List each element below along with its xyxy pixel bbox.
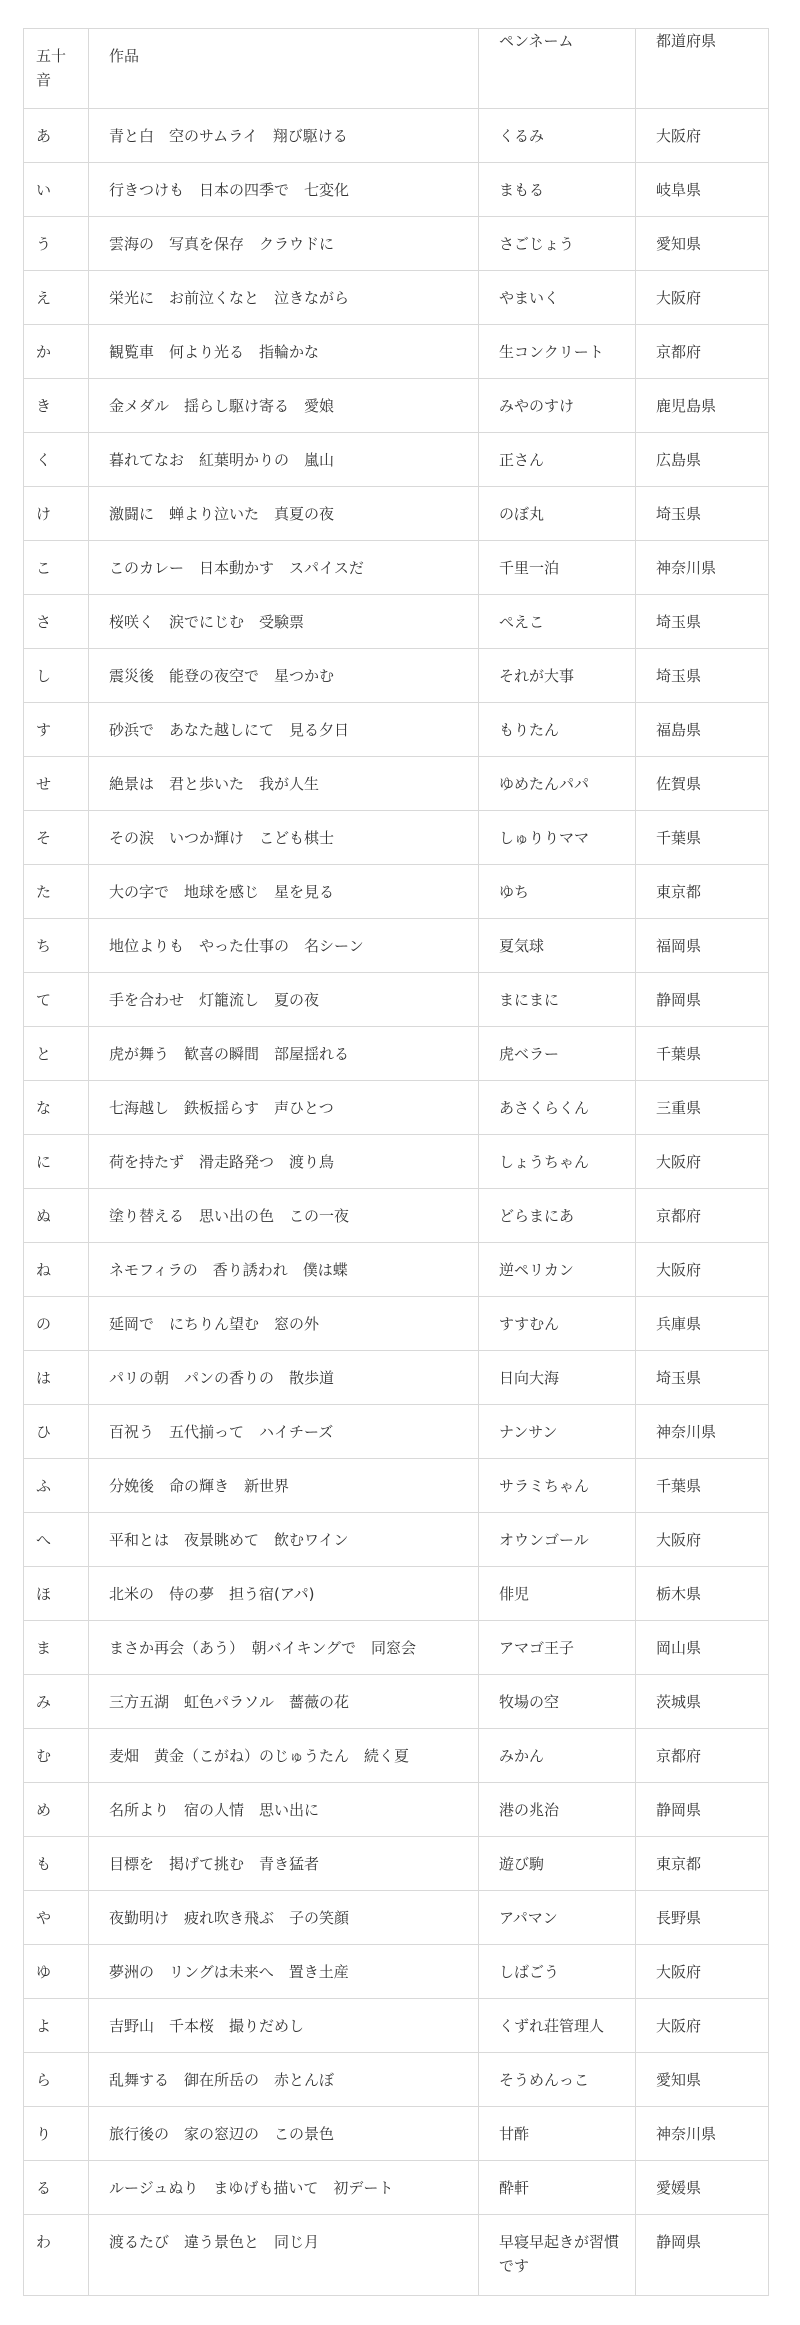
cell-kana: な [24,1081,89,1135]
table-row [24,541,769,595]
cell-penname: ナンサン [479,1405,636,1459]
table-row [24,2215,769,2296]
cell-work: 北米の 侍の夢 担う宿(アパ) [89,1567,479,1621]
table-row [24,1027,769,1081]
cell-prefecture: 千葉県 [636,1027,769,1081]
cell-kana: け [24,487,89,541]
cell-prefecture: 埼玉県 [636,1351,769,1405]
cell-penname: もりたん [479,703,636,757]
cell-work: 震災後 能登の夜空で 星つかむ [89,649,479,703]
cell-prefecture: 京都府 [636,325,769,379]
cell-penname: 港の兆治 [479,1783,636,1837]
table-row [24,1513,769,1567]
cell-kana: わ [24,2215,89,2296]
cell-work: 絶景は 君と歩いた 我が人生 [89,757,479,811]
table-row [24,325,769,379]
table-row [24,1189,769,1243]
cell-kana: く [24,433,89,487]
table-body [24,109,769,2296]
cell-kana: と [24,1027,89,1081]
cell-kana: ま [24,1621,89,1675]
cell-work: 虎が舞う 歓喜の瞬間 部屋揺れる [89,1027,479,1081]
cell-work: 青と白 空のサムライ 翔び駆ける [89,109,479,163]
cell-kana: ね [24,1243,89,1297]
cell-kana: ち [24,919,89,973]
cell-prefecture: 愛媛県 [636,2161,769,2215]
cell-prefecture: 大阪府 [636,109,769,163]
cell-work: 吉野山 千本桜 撮りだめし [89,1999,479,2053]
header-penname: ペンネーム [479,29,636,109]
header-kana: 五十音 [24,29,89,109]
cell-work: 平和とは 夜景眺めて 飲むワイン [89,1513,479,1567]
cell-penname: すすむん [479,1297,636,1351]
cell-prefecture: 埼玉県 [636,595,769,649]
table-row [24,757,769,811]
cell-kana: あ [24,109,89,163]
cell-prefecture: 兵庫県 [636,1297,769,1351]
table-row [24,649,769,703]
table-row [24,2053,769,2107]
header-prefecture: 都道府県 [636,29,769,109]
table-row [24,271,769,325]
cell-kana: え [24,271,89,325]
table-row [24,109,769,163]
cell-prefecture: 東京都 [636,865,769,919]
cell-penname: みやのすけ [479,379,636,433]
cell-penname: それが大事 [479,649,636,703]
header-work: 作品 [89,29,479,109]
cell-work: 雲海の 写真を保存 クラウドに [89,217,479,271]
cell-prefecture: 鹿児島県 [636,379,769,433]
cell-kana: せ [24,757,89,811]
cell-prefecture: 大阪府 [636,1513,769,1567]
cell-penname: サラミちゃん [479,1459,636,1513]
cell-kana: か [24,325,89,379]
cell-prefecture: 佐賀県 [636,757,769,811]
cell-work: 激闘に 蝉より泣いた 真夏の夜 [89,487,479,541]
table-row [24,1135,769,1189]
cell-prefecture: 静岡県 [636,973,769,1027]
cell-penname: ゆち [479,865,636,919]
table-row [24,865,769,919]
cell-work: 七海越し 鉄板揺らす 声ひとつ [89,1081,479,1135]
cell-kana: ら [24,2053,89,2107]
table-row [24,1459,769,1513]
cell-penname: 遊び駒 [479,1837,636,1891]
cell-kana: は [24,1351,89,1405]
table-row [24,1243,769,1297]
cell-penname: くずれ荘管理人 [479,1999,636,2053]
cell-kana: し [24,649,89,703]
cell-penname: 酔軒 [479,2161,636,2215]
table-row [24,1729,769,1783]
cell-penname: 逆ペリカン [479,1243,636,1297]
table-row [24,487,769,541]
cell-penname: 俳児 [479,1567,636,1621]
cell-work: 観覧車 何より光る 指輪かな [89,325,479,379]
cell-work: その涙 いつか輝け こども棋士 [89,811,479,865]
table-row [24,1945,769,1999]
table-row [24,703,769,757]
cell-work: 夜勤明け 疲れ吹き飛ぶ 子の笑顔 [89,1891,479,1945]
cell-work: ルージュぬり まゆげも描いて 初デート [89,2161,479,2215]
table-row [24,433,769,487]
cell-work: 行きつけも 日本の四季で 七変化 [89,163,479,217]
cell-kana: さ [24,595,89,649]
cell-work: 目標を 掲げて挑む 青き猛者 [89,1837,479,1891]
cell-kana: う [24,217,89,271]
cell-prefecture: 愛知県 [636,217,769,271]
cell-prefecture: 静岡県 [636,1783,769,1837]
cell-work: 大の字で 地球を感じ 星を見る [89,865,479,919]
cell-kana: い [24,163,89,217]
table-row [24,1675,769,1729]
cell-prefecture: 埼玉県 [636,649,769,703]
cell-penname: 千里一泊 [479,541,636,595]
cell-prefecture: 栃木県 [636,1567,769,1621]
cell-penname: 早寝早起きが習慣です [479,2215,636,2296]
cell-work: パリの朝 パンの香りの 散歩道 [89,1351,479,1405]
cell-prefecture: 大阪府 [636,1243,769,1297]
table-row [24,2107,769,2161]
cell-penname: くるみ [479,109,636,163]
cell-kana: ゆ [24,1945,89,1999]
table-row [24,1567,769,1621]
cell-work: 桜咲く 涙でにじむ 受験票 [89,595,479,649]
cell-kana: み [24,1675,89,1729]
cell-prefecture: 埼玉県 [636,487,769,541]
cell-kana: て [24,973,89,1027]
cell-penname: しゅりりママ [479,811,636,865]
table-row [24,973,769,1027]
cell-kana: す [24,703,89,757]
table-row [24,811,769,865]
cell-prefecture: 大阪府 [636,1135,769,1189]
cell-work: 地位よりも やった仕事の 名シーン [89,919,479,973]
cell-kana: め [24,1783,89,1837]
table-row [24,1891,769,1945]
cell-kana: ふ [24,1459,89,1513]
cell-penname: 夏気球 [479,919,636,973]
header-row [24,29,769,109]
cell-penname: みかん [479,1729,636,1783]
cell-penname: ゆめたんパパ [479,757,636,811]
cell-prefecture: 京都府 [636,1189,769,1243]
cell-work: 手を合わせ 灯籠流し 夏の夜 [89,973,479,1027]
haiku-table [23,28,769,2296]
cell-prefecture: 福岡県 [636,919,769,973]
cell-work: 旅行後の 家の窓辺の この景色 [89,2107,479,2161]
cell-work: ネモフィラの 香り誘われ 僕は蝶 [89,1243,479,1297]
cell-kana: ひ [24,1405,89,1459]
cell-penname: そうめんっこ [479,2053,636,2107]
cell-prefecture: 大阪府 [636,1945,769,1999]
cell-prefecture: 福島県 [636,703,769,757]
cell-kana: も [24,1837,89,1891]
table-row [24,1999,769,2053]
table-row [24,595,769,649]
cell-penname: さごじょう [479,217,636,271]
cell-kana: こ [24,541,89,595]
table-row [24,1081,769,1135]
cell-work: 荷を持たず 滑走路発つ 渡り鳥 [89,1135,479,1189]
cell-kana: へ [24,1513,89,1567]
cell-penname: まにまに [479,973,636,1027]
cell-kana: に [24,1135,89,1189]
cell-prefecture: 広島県 [636,433,769,487]
cell-prefecture: 茨城県 [636,1675,769,1729]
table-row [24,1351,769,1405]
cell-penname: 牧場の空 [479,1675,636,1729]
cell-work: このカレー 日本動かす スパイスだ [89,541,479,595]
cell-penname: 日向大海 [479,1351,636,1405]
cell-kana: や [24,1891,89,1945]
cell-prefecture: 大阪府 [636,1999,769,2053]
cell-penname: アマゴ王子 [479,1621,636,1675]
cell-work: 栄光に お前泣くなと 泣きながら [89,271,479,325]
cell-prefecture: 三重県 [636,1081,769,1135]
cell-penname: アパマン [479,1891,636,1945]
cell-prefecture: 岐阜県 [636,163,769,217]
cell-work: 乱舞する 御在所岳の 赤とんぼ [89,2053,479,2107]
cell-kana: ほ [24,1567,89,1621]
cell-penname: 甘酢 [479,2107,636,2161]
cell-work: 渡るたび 違う景色と 同じ月 [89,2215,479,2296]
cell-prefecture: 大阪府 [636,271,769,325]
cell-penname: あさくらくん [479,1081,636,1135]
cell-work: 暮れてなお 紅葉明かりの 嵐山 [89,433,479,487]
cell-kana: よ [24,1999,89,2053]
cell-work: 百祝う 五代揃って ハイチーズ [89,1405,479,1459]
cell-penname: 正さん [479,433,636,487]
table-row [24,1837,769,1891]
cell-prefecture: 京都府 [636,1729,769,1783]
cell-penname: しょうちゃん [479,1135,636,1189]
table-row [24,1783,769,1837]
cell-work: 麦畑 黄金（こがね）のじゅうたん 続く夏 [89,1729,479,1783]
cell-kana: き [24,379,89,433]
cell-kana: た [24,865,89,919]
cell-prefecture: 静岡県 [636,2215,769,2296]
cell-prefecture: 神奈川県 [636,541,769,595]
cell-kana: る [24,2161,89,2215]
cell-kana: ぬ [24,1189,89,1243]
table-row [24,379,769,433]
cell-kana: む [24,1729,89,1783]
cell-prefecture: 神奈川県 [636,2107,769,2161]
cell-penname: 生コンクリート [479,325,636,379]
table-row [24,217,769,271]
table-row [24,2161,769,2215]
cell-prefecture: 愛知県 [636,2053,769,2107]
cell-prefecture: 千葉県 [636,1459,769,1513]
cell-work: 延岡で にちりん望む 窓の外 [89,1297,479,1351]
cell-work: 名所より 宿の人情 思い出に [89,1783,479,1837]
table-row [24,1405,769,1459]
cell-prefecture: 岡山県 [636,1621,769,1675]
cell-kana: の [24,1297,89,1351]
cell-kana: り [24,2107,89,2161]
cell-penname: ぺえこ [479,595,636,649]
cell-penname: やまいく [479,271,636,325]
page-content [23,28,769,2296]
cell-prefecture: 千葉県 [636,811,769,865]
cell-penname: 虎ベラー [479,1027,636,1081]
cell-penname: のぼ丸 [479,487,636,541]
cell-work: 夢洲の リングは未来へ 置き土産 [89,1945,479,1999]
cell-prefecture: 神奈川県 [636,1405,769,1459]
cell-penname: オウンゴール [479,1513,636,1567]
table-row [24,163,769,217]
cell-penname: しばごう [479,1945,636,1999]
cell-work: 砂浜で あなた越しにて 見る夕日 [89,703,479,757]
cell-work: 三方五湖 虹色パラソル 薔薇の花 [89,1675,479,1729]
cell-prefecture: 東京都 [636,1837,769,1891]
cell-penname: まもる [479,163,636,217]
cell-work: 金メダル 揺らし駆け寄る 愛娘 [89,379,479,433]
cell-prefecture: 長野県 [636,1891,769,1945]
cell-penname: どらまにあ [479,1189,636,1243]
table-header [24,29,769,109]
cell-kana: そ [24,811,89,865]
table-row [24,1297,769,1351]
table-row [24,1621,769,1675]
table-row [24,919,769,973]
cell-work: まさか再会（あう） 朝バイキングで 同窓会 [89,1621,479,1675]
cell-work: 分娩後 命の輝き 新世界 [89,1459,479,1513]
cell-work: 塗り替える 思い出の色 この一夜 [89,1189,479,1243]
